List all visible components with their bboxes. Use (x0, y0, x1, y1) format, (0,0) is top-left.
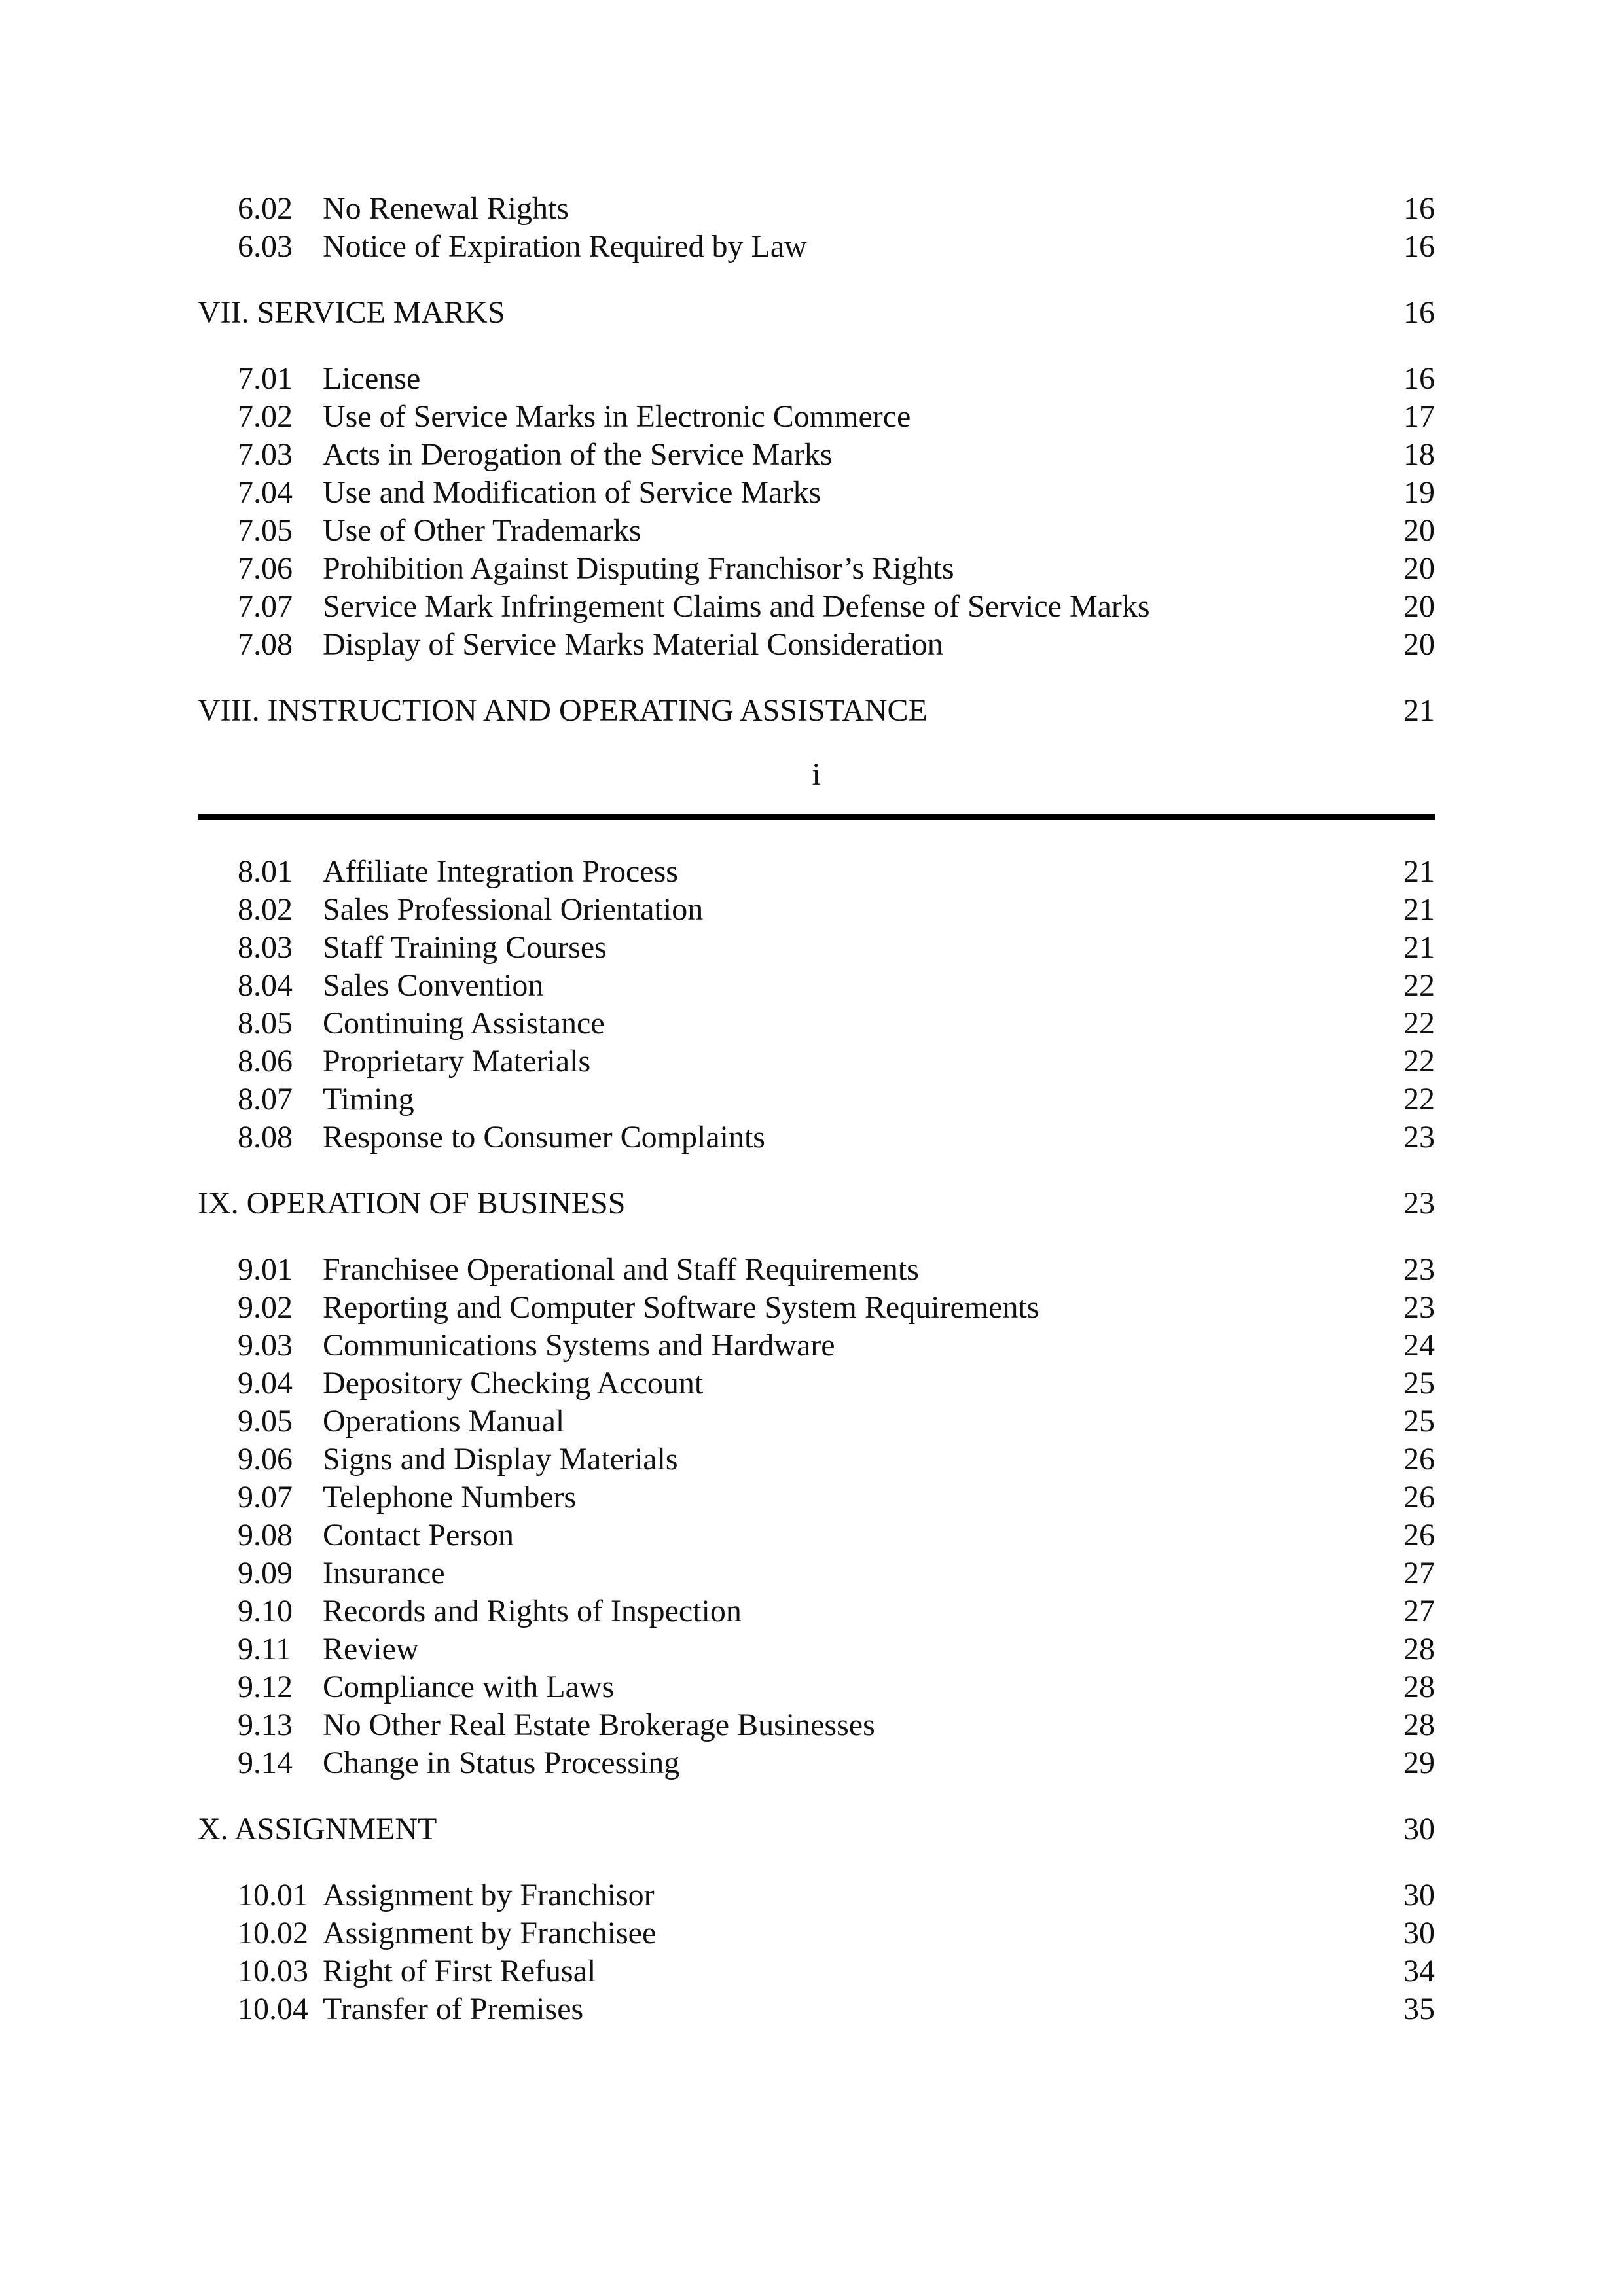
entry-number: 9.03 (238, 1328, 293, 1363)
entry-title: Use and Modification of Service Marks (323, 475, 821, 510)
entry-title: No Renewal Rights (323, 191, 569, 226)
entry-page: 16 (1403, 191, 1435, 226)
entry-title: Transfer of Premises (323, 1992, 584, 2026)
toc-entry (198, 228, 1435, 266)
entry-number: 7.01 (238, 361, 293, 396)
toc-entry (198, 1914, 1435, 1952)
section-title: X. ASSIGNMENT (198, 1812, 437, 1846)
entry-title: Response to Consumer Complaints (323, 1120, 765, 1155)
toc-entry (198, 1592, 1435, 1630)
section-title: VIII. INSTRUCTION AND OPERATING ASSISTANCE (198, 693, 928, 728)
entry-number: 9.14 (238, 1746, 293, 1780)
section-page: 23 (1403, 1186, 1435, 1221)
entry-number: 8.06 (238, 1044, 293, 1079)
entry-number: 8.07 (238, 1082, 293, 1117)
toc-entry (198, 1876, 1435, 1914)
entry-title: License (323, 361, 421, 396)
entry-page: 24 (1403, 1328, 1435, 1363)
entry-title: Change in Status Processing (323, 1746, 680, 1780)
entry-title: Sales Convention (323, 968, 544, 1003)
entry-title: Communications Systems and Hardware (323, 1328, 835, 1363)
entry-number: 7.03 (238, 437, 293, 472)
entry-page: 21 (1403, 930, 1435, 965)
entry-number: 9.01 (238, 1252, 293, 1287)
section-page: 30 (1403, 1812, 1435, 1846)
entry-number: 10.01 (238, 1878, 308, 1912)
toc-entry (198, 1441, 1435, 1479)
toc-entry (198, 1744, 1435, 1782)
entry-page: 28 (1403, 1670, 1435, 1704)
entry-page: 35 (1403, 1992, 1435, 2026)
entry-number: 7.08 (238, 627, 293, 662)
entry-number: 9.08 (238, 1518, 293, 1552)
entry-number: 8.01 (238, 854, 293, 889)
toc-entry (198, 1990, 1435, 2028)
entry-number: 9.05 (238, 1404, 293, 1439)
entry-number: 9.11 (238, 1632, 292, 1666)
entry-title: Continuing Assistance (323, 1006, 605, 1041)
entry-page: 29 (1403, 1746, 1435, 1780)
entry-number: 8.04 (238, 968, 293, 1003)
entry-title: Right of First Refusal (323, 1954, 596, 1988)
toc-entry (198, 626, 1435, 664)
entry-title: Reporting and Computer Software System Requirements (323, 1290, 1039, 1325)
entry-page: 17 (1403, 399, 1435, 434)
entry-page: 27 (1403, 1594, 1435, 1628)
entry-number: 10.02 (238, 1916, 308, 1950)
entry-page: 27 (1403, 1556, 1435, 1590)
entry-title: Records and Rights of Inspection (323, 1594, 742, 1628)
toc-entry (198, 1479, 1435, 1516)
entry-page: 16 (1403, 229, 1435, 264)
entry-page: 28 (1403, 1708, 1435, 1742)
entry-page: 26 (1403, 1442, 1435, 1477)
toc-entry (198, 853, 1435, 891)
entry-page: 26 (1403, 1518, 1435, 1552)
entry-number: 8.08 (238, 1120, 293, 1155)
entry-title: Assignment by Franchisor (323, 1878, 655, 1912)
entry-title: Insurance (323, 1556, 445, 1590)
entry-number: 6.03 (238, 229, 293, 264)
toc-page (198, 190, 1435, 2028)
entry-number: 9.06 (238, 1442, 293, 1477)
toc-entry (198, 1516, 1435, 1554)
entry-title: Compliance with Laws (323, 1670, 615, 1704)
toc-entry (198, 1081, 1435, 1119)
page-divider (198, 814, 1435, 820)
entry-title: Affiliate Integration Process (323, 854, 678, 889)
entry-page: 25 (1403, 1404, 1435, 1439)
entry-page: 25 (1403, 1366, 1435, 1401)
entry-page: 20 (1403, 551, 1435, 586)
section-heading-x (198, 1810, 1435, 1848)
entry-page: 16 (1403, 361, 1435, 396)
toc-entry (198, 474, 1435, 512)
entry-number: 9.10 (238, 1594, 293, 1628)
entry-number: 9.13 (238, 1708, 293, 1742)
entry-number: 10.04 (238, 1992, 308, 2026)
entry-title: Proprietary Materials (323, 1044, 591, 1079)
entry-page: 30 (1403, 1878, 1435, 1912)
entry-number: 7.06 (238, 551, 293, 586)
toc-entry (198, 360, 1435, 398)
entry-page: 34 (1403, 1954, 1435, 1988)
entry-page: 22 (1403, 968, 1435, 1003)
entry-title: Sales Professional Orientation (323, 892, 704, 927)
toc-entry (198, 1706, 1435, 1744)
toc-entry (198, 1403, 1435, 1441)
section-heading-vii (198, 294, 1435, 332)
entry-page: 22 (1403, 1006, 1435, 1041)
entry-page: 22 (1403, 1044, 1435, 1079)
entry-title: Use of Service Marks in Electronic Commerce (323, 399, 911, 434)
entry-title: Review (323, 1632, 419, 1666)
toc-entry (198, 1043, 1435, 1081)
toc-entry (198, 891, 1435, 929)
toc-entry (198, 550, 1435, 588)
section-heading-ix (198, 1185, 1435, 1223)
toc-entry (198, 1365, 1435, 1403)
entry-title: Telephone Numbers (323, 1480, 577, 1515)
entry-page: 23 (1403, 1290, 1435, 1325)
toc-entry (198, 1251, 1435, 1289)
entry-title: Signs and Display Materials (323, 1442, 678, 1477)
entry-page: 21 (1403, 892, 1435, 927)
entry-page: 18 (1403, 437, 1435, 472)
entry-number: 6.02 (238, 191, 293, 226)
section-title: IX. OPERATION OF BUSINESS (198, 1186, 626, 1221)
entry-page: 22 (1403, 1082, 1435, 1117)
section-title: VII. SERVICE MARKS (198, 295, 505, 330)
toc-entry (198, 1952, 1435, 1990)
toc-entry (198, 1554, 1435, 1592)
entry-title: Staff Training Courses (323, 930, 607, 965)
entry-title: Display of Service Marks Material Consideration (323, 627, 943, 662)
entry-title: Notice of Expiration Required by Law (323, 229, 807, 264)
entry-page: 20 (1403, 627, 1435, 662)
entry-title: Depository Checking Account (323, 1366, 704, 1401)
entry-number: 7.04 (238, 475, 293, 510)
toc-entry (198, 588, 1435, 626)
entry-title: Timing (323, 1082, 414, 1117)
toc-entry (198, 1005, 1435, 1043)
entry-page: 19 (1403, 475, 1435, 510)
entry-number: 10.03 (238, 1954, 308, 1988)
entry-number: 7.02 (238, 399, 293, 434)
entry-number: 8.05 (238, 1006, 293, 1041)
entry-title: No Other Real Estate Brokerage Businesses (323, 1708, 875, 1742)
entry-title: Acts in Derogation of the Service Marks (323, 437, 833, 472)
section-page: 21 (1403, 693, 1435, 728)
entry-page: 20 (1403, 589, 1435, 624)
page-number: i (812, 757, 821, 792)
toc-entry (198, 512, 1435, 550)
toc-entry (198, 1668, 1435, 1706)
entry-page: 26 (1403, 1480, 1435, 1515)
entry-title: Use of Other Trademarks (323, 513, 641, 548)
toc-entry (198, 1119, 1435, 1157)
entry-page: 21 (1403, 854, 1435, 889)
entry-title: Assignment by Franchisee (323, 1916, 657, 1950)
entry-page: 28 (1403, 1632, 1435, 1666)
entry-title: Service Mark Infringement Claims and Defense of Service Marks (323, 589, 1150, 624)
toc-entry (198, 967, 1435, 1005)
entry-title: Prohibition Against Disputing Franchisor’s Rights (323, 551, 954, 586)
entry-page: 23 (1403, 1120, 1435, 1155)
entry-number: 7.07 (238, 589, 293, 624)
section-page: 16 (1403, 295, 1435, 330)
entry-title: Operations Manual (323, 1404, 565, 1439)
entry-number: 9.12 (238, 1670, 293, 1704)
entry-title: Contact Person (323, 1518, 514, 1552)
toc-entry (198, 190, 1435, 228)
entry-page: 20 (1403, 513, 1435, 548)
toc-entry (198, 929, 1435, 967)
entry-page: 30 (1403, 1916, 1435, 1950)
entry-page: 23 (1403, 1252, 1435, 1287)
entry-number: 9.04 (238, 1366, 293, 1401)
entry-number: 9.02 (238, 1290, 293, 1325)
toc-entry (198, 436, 1435, 474)
toc-entry (198, 1289, 1435, 1327)
entry-number: 7.05 (238, 513, 293, 548)
entry-number: 9.07 (238, 1480, 293, 1515)
entry-number: 9.09 (238, 1556, 293, 1590)
entry-number: 8.02 (238, 892, 293, 927)
toc-entry (198, 1630, 1435, 1668)
entry-title: Franchisee Operational and Staff Requirements (323, 1252, 919, 1287)
section-heading-viii (198, 692, 1435, 730)
entry-number: 8.03 (238, 930, 293, 965)
toc-entry (198, 398, 1435, 436)
toc-entry (198, 1327, 1435, 1365)
